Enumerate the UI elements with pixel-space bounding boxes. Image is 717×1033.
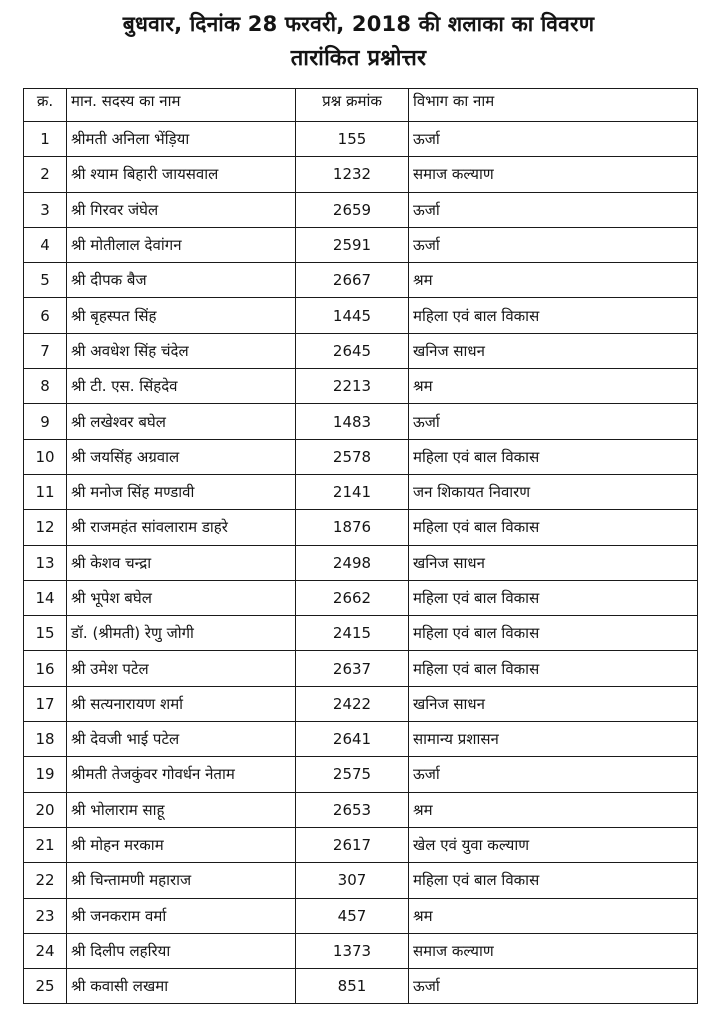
cell-department: खनिज साधन xyxy=(409,545,698,580)
cell-question-number: 2578 xyxy=(296,439,409,474)
cell-member-name: डॉ. (श्रीमती) रेणु जोगी xyxy=(67,616,296,651)
table-row xyxy=(24,616,698,651)
cell-member-name: श्री जयसिंह अग्रवाल xyxy=(67,439,296,474)
cell-department: ऊर्जा xyxy=(409,122,698,157)
cell-member-name: श्री श्याम बिहारी जायसवाल xyxy=(67,157,296,192)
cell-department: महिला एवं बाल विकास xyxy=(409,651,698,686)
table-row xyxy=(24,333,698,368)
cell-member-name: श्री मनोज सिंह मण्डावी xyxy=(67,474,296,509)
cell-serial: 15 xyxy=(24,616,67,651)
cell-member-name: श्री सत्यनारायण शर्मा xyxy=(67,686,296,721)
table-row xyxy=(24,792,698,827)
cell-member-name: श्रीमती तेजकुंवर गोवर्धन नेताम xyxy=(67,757,296,792)
table-row xyxy=(24,898,698,933)
cell-department: श्रम xyxy=(409,369,698,404)
cell-serial: 2 xyxy=(24,157,67,192)
cell-serial: 19 xyxy=(24,757,67,792)
cell-serial: 4 xyxy=(24,227,67,262)
cell-question-number: 2422 xyxy=(296,686,409,721)
header-department: विभाग का नाम xyxy=(409,89,698,122)
cell-department: महिला एवं बाल विकास xyxy=(409,580,698,615)
cell-department: खेल एवं युवा कल्याण xyxy=(409,827,698,862)
cell-serial: 25 xyxy=(24,969,67,1004)
cell-question-number: 2141 xyxy=(296,474,409,509)
table-row xyxy=(24,157,698,192)
cell-serial: 22 xyxy=(24,863,67,898)
cell-serial: 18 xyxy=(24,722,67,757)
cell-department: महिला एवं बाल विकास xyxy=(409,616,698,651)
table-row xyxy=(24,510,698,545)
cell-serial: 1 xyxy=(24,122,67,157)
cell-question-number: 2637 xyxy=(296,651,409,686)
table-row xyxy=(24,827,698,862)
cell-member-name: श्री मोतीलाल देवांगन xyxy=(67,227,296,262)
cell-question-number: 851 xyxy=(296,969,409,1004)
table-row xyxy=(24,298,698,333)
cell-member-name: श्री जनकराम वर्मा xyxy=(67,898,296,933)
cell-member-name: श्री केशव चन्द्रा xyxy=(67,545,296,580)
cell-member-name: श्री दीपक बैज xyxy=(67,263,296,298)
cell-department: जन शिकायत निवारण xyxy=(409,474,698,509)
cell-department: ऊर्जा xyxy=(409,404,698,439)
header-serial: क्र. xyxy=(24,89,67,122)
cell-member-name: श्री कवासी लखमा xyxy=(67,969,296,1004)
cell-serial: 13 xyxy=(24,545,67,580)
table-row xyxy=(24,369,698,404)
cell-member-name: श्री राजमहंत सांवलाराम डाहरे xyxy=(67,510,296,545)
cell-department: श्रम xyxy=(409,898,698,933)
cell-question-number: 2617 xyxy=(296,827,409,862)
cell-member-name: श्री चिन्तामणी महाराज xyxy=(67,863,296,898)
cell-member-name: श्री दिलीप लहरिया xyxy=(67,933,296,968)
cell-department: महिला एवं बाल विकास xyxy=(409,298,698,333)
cell-member-name: श्री भूपेश बघेल xyxy=(67,580,296,615)
cell-member-name: श्री भोलाराम साहू xyxy=(67,792,296,827)
cell-question-number: 2653 xyxy=(296,792,409,827)
cell-department: समाज कल्याण xyxy=(409,933,698,968)
cell-department: ऊर्जा xyxy=(409,969,698,1004)
cell-serial: 17 xyxy=(24,686,67,721)
cell-question-number: 2662 xyxy=(296,580,409,615)
cell-serial: 6 xyxy=(24,298,67,333)
cell-question-number: 2641 xyxy=(296,722,409,757)
cell-question-number: 2575 xyxy=(296,757,409,792)
cell-member-name: श्री लखेश्वर बघेल xyxy=(67,404,296,439)
cell-department: खनिज साधन xyxy=(409,686,698,721)
cell-serial: 12 xyxy=(24,510,67,545)
cell-department: ऊर्जा xyxy=(409,192,698,227)
cell-serial: 5 xyxy=(24,263,67,298)
table-row xyxy=(24,863,698,898)
cell-department: महिला एवं बाल विकास xyxy=(409,510,698,545)
page-subtitle: तारांकित प्रश्नोत्तर xyxy=(290,46,427,71)
cell-question-number: 2659 xyxy=(296,192,409,227)
cell-question-number: 1232 xyxy=(296,157,409,192)
table-row xyxy=(24,969,698,1004)
cell-member-name: श्री टी. एस. सिंहदेव xyxy=(67,369,296,404)
page-title: बुधवार, दिनांक 28 फरवरी, 2018 की शलाका का विवरण xyxy=(122,12,595,36)
cell-member-name: श्री बृहस्पत सिंह xyxy=(67,298,296,333)
cell-serial: 21 xyxy=(24,827,67,862)
cell-member-name: श्रीमती अनिला भेंड़िया xyxy=(67,122,296,157)
header-question-number: प्रश्न क्रमांक xyxy=(296,89,409,122)
cell-question-number: 2498 xyxy=(296,545,409,580)
cell-department: श्रम xyxy=(409,792,698,827)
cell-member-name: श्री अवधेश सिंह चंदेल xyxy=(67,333,296,368)
cell-member-name: श्री मोहन मरकाम xyxy=(67,827,296,862)
cell-question-number: 2667 xyxy=(296,263,409,298)
table-row xyxy=(24,227,698,262)
cell-department: ऊर्जा xyxy=(409,757,698,792)
cell-member-name: श्री देवजी भाई पटेल xyxy=(67,722,296,757)
cell-serial: 14 xyxy=(24,580,67,615)
header-member-name: मान. सदस्य का नाम xyxy=(67,89,296,122)
cell-serial: 9 xyxy=(24,404,67,439)
cell-member-name: श्री उमेश पटेल xyxy=(67,651,296,686)
cell-serial: 16 xyxy=(24,651,67,686)
table-row xyxy=(24,545,698,580)
table-row xyxy=(24,122,698,157)
cell-serial: 8 xyxy=(24,369,67,404)
cell-serial: 23 xyxy=(24,898,67,933)
table-header-row xyxy=(24,89,698,122)
cell-question-number: 155 xyxy=(296,122,409,157)
cell-question-number: 2213 xyxy=(296,369,409,404)
table-row xyxy=(24,722,698,757)
cell-question-number: 2591 xyxy=(296,227,409,262)
cell-question-number: 307 xyxy=(296,863,409,898)
table-row xyxy=(24,192,698,227)
cell-department: खनिज साधन xyxy=(409,333,698,368)
table-row xyxy=(24,404,698,439)
table-row xyxy=(24,933,698,968)
table-row xyxy=(24,651,698,686)
cell-department: महिला एवं बाल विकास xyxy=(409,863,698,898)
cell-question-number: 1483 xyxy=(296,404,409,439)
cell-department: समाज कल्याण xyxy=(409,157,698,192)
question-table xyxy=(23,88,698,1004)
cell-department: सामान्य प्रशासन xyxy=(409,722,698,757)
table-row xyxy=(24,263,698,298)
cell-question-number: 1373 xyxy=(296,933,409,968)
cell-serial: 11 xyxy=(24,474,67,509)
cell-serial: 3 xyxy=(24,192,67,227)
cell-question-number: 2645 xyxy=(296,333,409,368)
cell-department: श्रम xyxy=(409,263,698,298)
table-row xyxy=(24,474,698,509)
table-row xyxy=(24,757,698,792)
table-row xyxy=(24,439,698,474)
cell-department: महिला एवं बाल विकास xyxy=(409,439,698,474)
cell-question-number: 457 xyxy=(296,898,409,933)
cell-serial: 10 xyxy=(24,439,67,474)
cell-question-number: 1876 xyxy=(296,510,409,545)
cell-department: ऊर्जा xyxy=(409,227,698,262)
cell-serial: 24 xyxy=(24,933,67,968)
cell-serial: 7 xyxy=(24,333,67,368)
table-row xyxy=(24,580,698,615)
table-row xyxy=(24,686,698,721)
cell-question-number: 2415 xyxy=(296,616,409,651)
cell-question-number: 1445 xyxy=(296,298,409,333)
cell-member-name: श्री गिरवर जंघेल xyxy=(67,192,296,227)
cell-serial: 20 xyxy=(24,792,67,827)
